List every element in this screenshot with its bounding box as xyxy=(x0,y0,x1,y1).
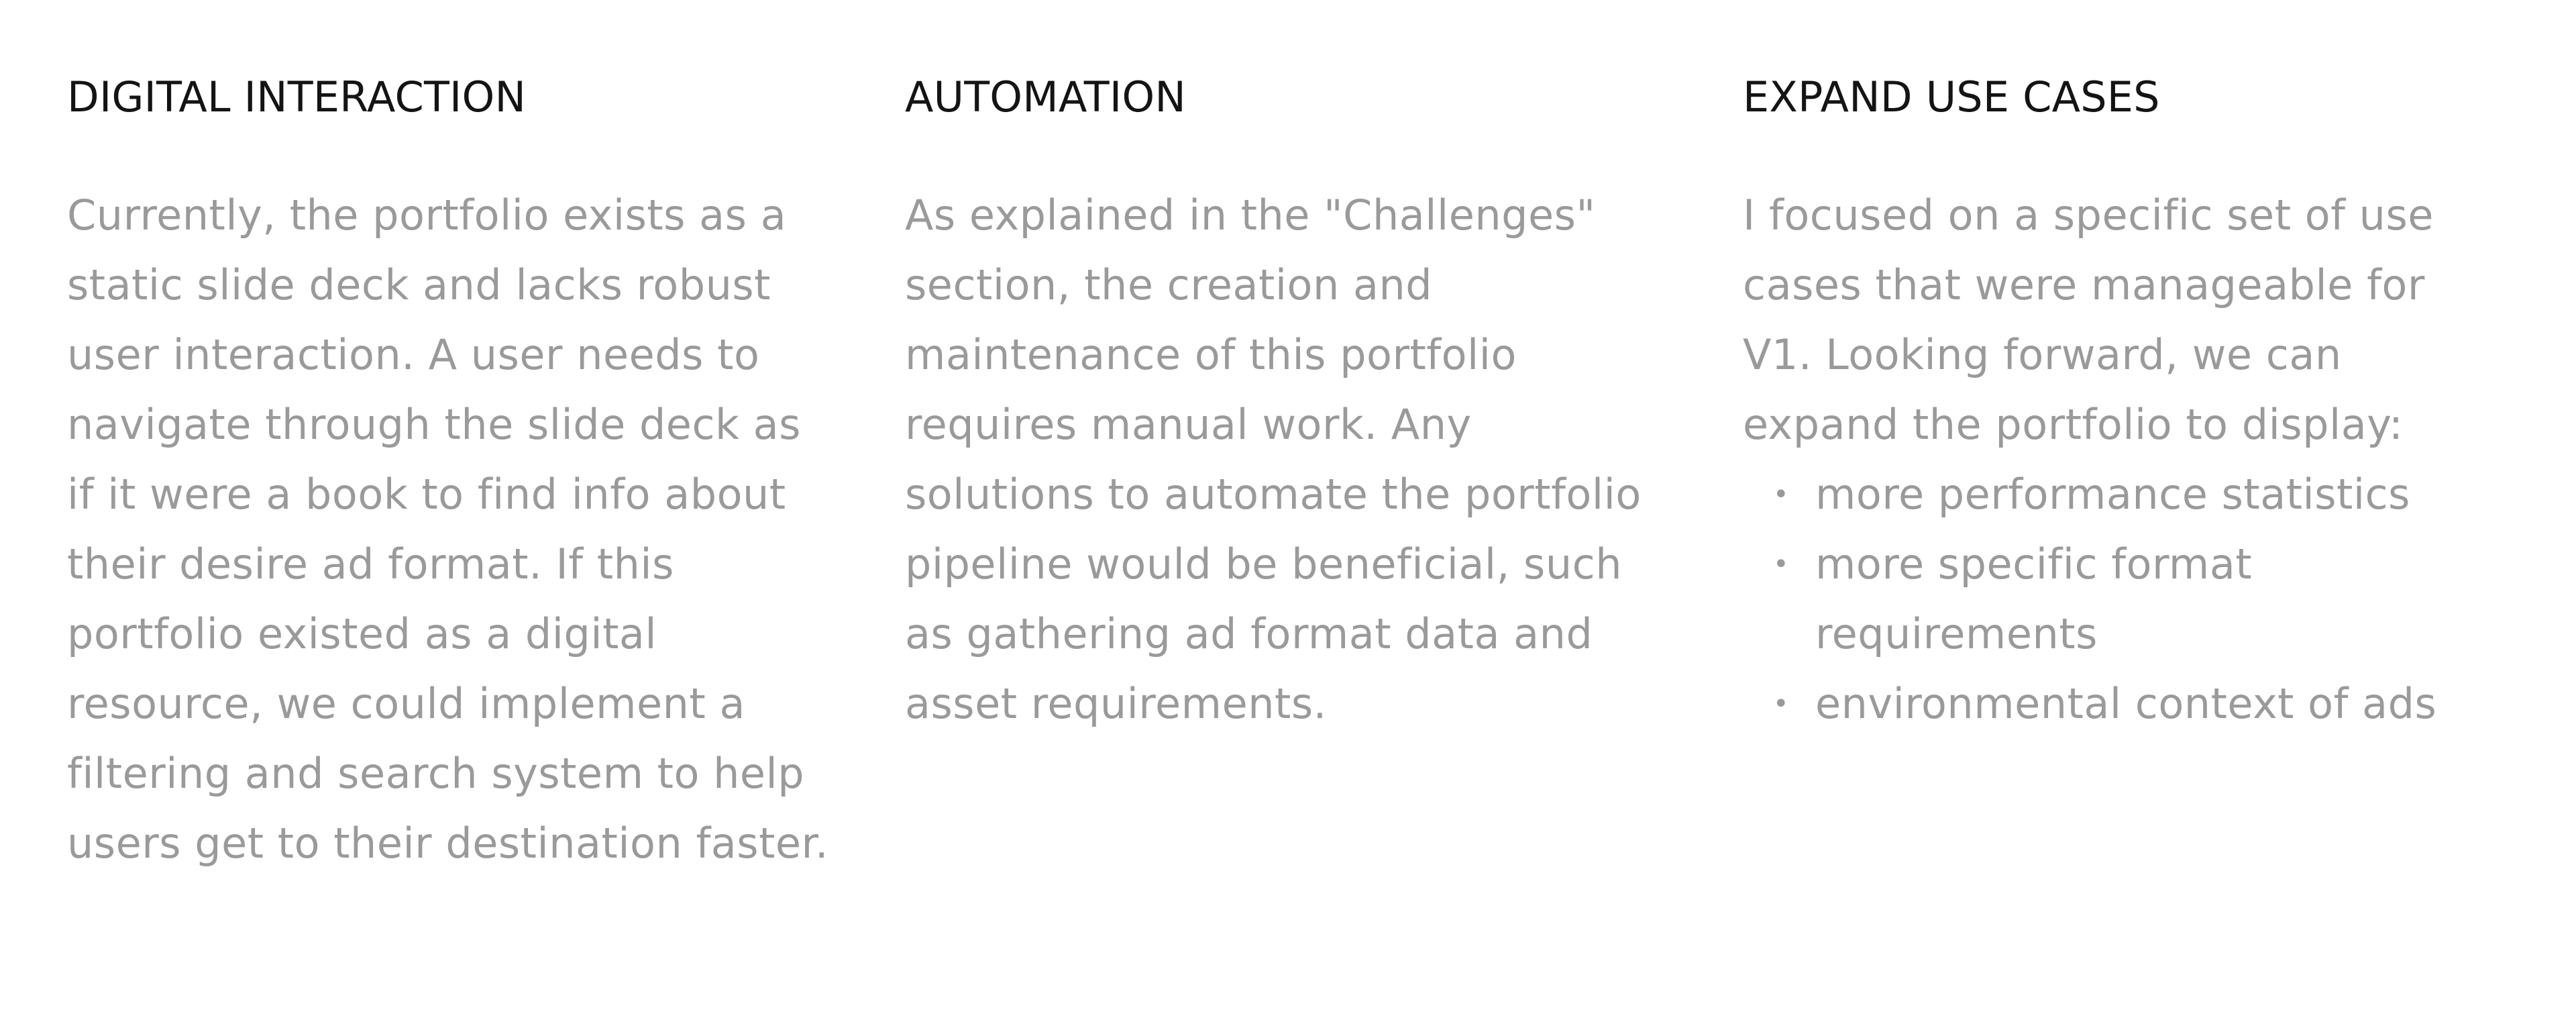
bullet-dot-icon: • xyxy=(1772,549,1790,580)
section-expand-use-cases xyxy=(1743,70,2508,739)
section-digital-interaction xyxy=(67,70,832,878)
list-item-text: more performance statistics xyxy=(1815,470,2410,519)
list-item xyxy=(1743,529,2508,669)
section-heading: AUTOMATION xyxy=(905,72,1186,121)
list-item xyxy=(1743,460,2508,529)
section-heading: DIGITAL INTERACTION xyxy=(67,72,527,121)
section-body: I focused on a specific set of use cases that were manageable for V1. Looking forward, we can expand the portfolio to display: xyxy=(1743,191,2434,449)
list-item xyxy=(1743,669,2508,739)
list-item-text: more specific format requirements xyxy=(1815,540,2253,658)
use-case-bullet-list xyxy=(1743,460,2508,739)
section-automation xyxy=(905,70,1670,739)
section-heading: EXPAND USE CASES xyxy=(1743,72,2160,121)
bullet-dot-icon: • xyxy=(1772,689,1790,719)
section-body: As explained in the "Challenges" section, the creation and maintenance of this portfolio requires manual work. Any solutions to automate the portfolio pipeline would be beneficial, such as gathering ad format data and asset requirements. xyxy=(905,191,1642,728)
list-item-text: environmental context of ads xyxy=(1815,679,2437,728)
section-body: Currently, the portfolio exists as a static slide deck and lacks robust user interaction. A user needs to navigate through the slide deck as if it were a book to find info about their desire ad format. If this portfolio existed as a digital resource, we could implement a filtering and search system to help users get to their destination faster. xyxy=(67,191,829,868)
bullet-dot-icon: • xyxy=(1772,479,1790,510)
